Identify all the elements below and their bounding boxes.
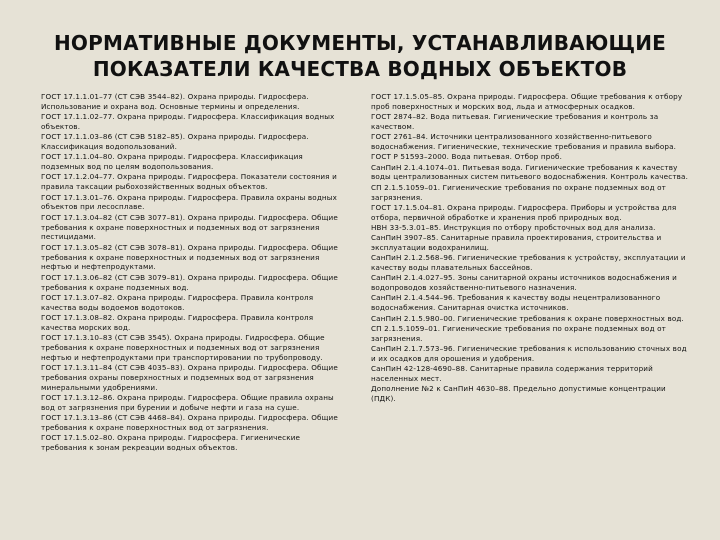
document-entry: ГОСТ 17.1.3.04–82 (СТ СЭВ 3077–81). Охрана природы. Гидросфера. Общие требования к охране поверхностных и подземных вод от загрязнения пестицидами. xyxy=(41,212,338,242)
document-entry: СП 2.1.5.1059–01. Гигиенические требования по охране подземных вод от загрязнения. xyxy=(371,182,667,202)
document-entry: ГОСТ 17.1.1.02–77. Охрана природы. Гидросфера. Классификация водных объектов. xyxy=(41,112,335,132)
document-entry: ГОСТ 17.1.3.07–82. Охрана природы. Гидросфера. Правила контроля качества воды водоемов водотоков. xyxy=(41,292,314,312)
document-entry: ГОСТ 17.1.3.11–84 (СТ СЭВ 4035–83). Охрана природы. Гидросфера. Общие требования охраны поверхностных и подземных вод от загрязнения минеральными удобрениями. xyxy=(41,363,338,392)
slide-title: НОРМАТИВНЫЕ ДОКУМЕНТЫ, УСТАНАВЛИВАЮЩИЕ ПОКАЗАТЕЛИ КАЧЕСТВА ВОДНЫХ ОБЪЕКТОВ xyxy=(53,31,667,81)
right-column xyxy=(371,92,693,404)
left-column xyxy=(41,92,346,453)
document-entry: ГОСТ 17.1.3.08–82. Охрана природы. Гидросфера. Правила контроля качества морских вод. xyxy=(41,312,314,332)
document-entry: ГОСТ 2761–84. Источники централизованного хозяйственно-питьевого водоснабжения. Гигиенические, технические требования и правила выбора. xyxy=(371,132,677,152)
document-entry: СанПиН 2.1.4.027–95. Зоны санитарной охраны источников водоснабжения и водопроводов хозяйственно-питьевого назначения. xyxy=(371,273,677,293)
document-entry: ГОСТ 17.1.1.01–77 (СТ СЭВ 3544–82). Охрана природы. Гидросфера. Использование и охрана вод. Основные термины и определения. xyxy=(41,92,309,111)
document-entry: Дополнение №2 к СанПиН 4630–88. Предельно допустимые концентрации (ПДК). xyxy=(371,384,666,403)
document-entry: ГОСТ 17.1.5.02–80. Охрана природы. Гидросфера. Гигиенические требования к зонам рекреации водных объектов. xyxy=(41,433,301,453)
document-entry: ГОСТ 17.1.5.05–85. Охрана природы. Гидросфера. Общие требования к отбору проб поверхностных и морских вод, льда и атмосферных осадков. xyxy=(371,92,683,111)
document-entry: ГОСТ Р 51593–2000. Вода питьевая. Отбор проб. xyxy=(371,152,563,162)
document-entry: НВН 33-5.3.01–85. Инструкция по отбору пробсточных вод для анализа. xyxy=(371,222,656,232)
document-entry: СанПиН 2.1.7.573–96. Гигиенические требования к использованию сточных вод и их осадков для орошения и удобрения. xyxy=(371,343,687,363)
document-entry: СанПиН 2.1.5.980–00. Гигиенические требования к охране поверхностных вод. xyxy=(371,313,684,323)
document-entry: ГОСТ 17.1.2.04–77. Охрана природы. Гидросфера. Показатели состояния и правила таксации рыбохозяйственных водных объектов. xyxy=(41,172,337,192)
document-entry: ГОСТ 2874–82. Вода питьевая. Гигиенические требования и контроль за качеством. xyxy=(371,112,659,132)
document-entry: ГОСТ 17.1.3.13–86 (СТ СЭВ 4468–84). Охрана природы. Гидросфера. Общие требования к охране поверхностных вод от загрязнения. xyxy=(41,413,338,433)
document-entry: ГОСТ 17.1.5.04–81. Охрана природы. Гидросфера. Приборы и устройства для отбора, первичной обработке и хранения проб природных вод. xyxy=(371,202,677,222)
document-entry: ГОСТ 17.1.3.01–76. Охрана природы. Гидросфера. Правила охраны водных объектов при лесосплаве. xyxy=(41,192,338,212)
document-entry: СанПиН 42-128-4690–88. Санитарные правила содержания территорий населенных мест. xyxy=(371,363,653,383)
document-entry: ГОСТ 17.1.1.04–80. Охрана природы. Гидросфера. Классификация подземных вод по целям водопользования. xyxy=(41,152,303,172)
document-entry: ГОСТ 17.1.3.12–86. Охрана природы. Гидросфера. Общие правила охраны вод от загрязнения при бурении и добыче нефти и газа на суше. xyxy=(41,393,334,412)
document-entry: СанПиН 3907–85. Санитарные правила проектирования, строительства и эксплуатации водохранилищ. xyxy=(371,233,662,252)
document-entry: ГОСТ 17.1.3.05–82 (СТ СЭВ 3078–81). Охрана природы. Гидросфера. Общие требования к охране поверхностных и подземных вод от загрязнения нефтью и нефтепродуктами. xyxy=(41,242,338,272)
document-entry: СП 2.1.5.1059–01. Гигиенические требования по охране подземных вод от загрязнения. xyxy=(371,323,667,343)
document-entry: СанПиН 2.1.4.544–96. Требования к качеству воды нецентрализованного водоснабжения. Санитарная очистка источников. xyxy=(371,293,661,313)
document-entry: СанПиН 2.1.4.1074–01. Питьевая вода. Гигиенические требования к качеству воды централизованных систем питьевого водоснабжения. Контроль качества. xyxy=(371,162,689,182)
document-entry: ГОСТ 17.1.1.03–86 (СТ СЭВ 5182–85). Охрана природы. Гидросфера. Классификация водопользований. xyxy=(41,132,309,152)
document-entry: ГОСТ 17.1.3.06–82 (СТ СЭВ 3079–81). Охрана природы. Гидросфера. Общие требования к охране подземных вод. xyxy=(41,272,338,292)
document-entry: ГОСТ 17.1.3.10–83 (СТ СЭВ 3545). Охрана природы. Гидросфера. Общие требования к охране поверхностных и подземных вод от загрязнения нефтью и нефтепродуктами при транспортировании по трубопроводу. xyxy=(41,333,325,362)
document-entry: СанПиН 2.1.2.568–96. Гигиенические требования к устройству, эксплуатации и качеству воды плавательных бассейнов. xyxy=(371,253,686,273)
